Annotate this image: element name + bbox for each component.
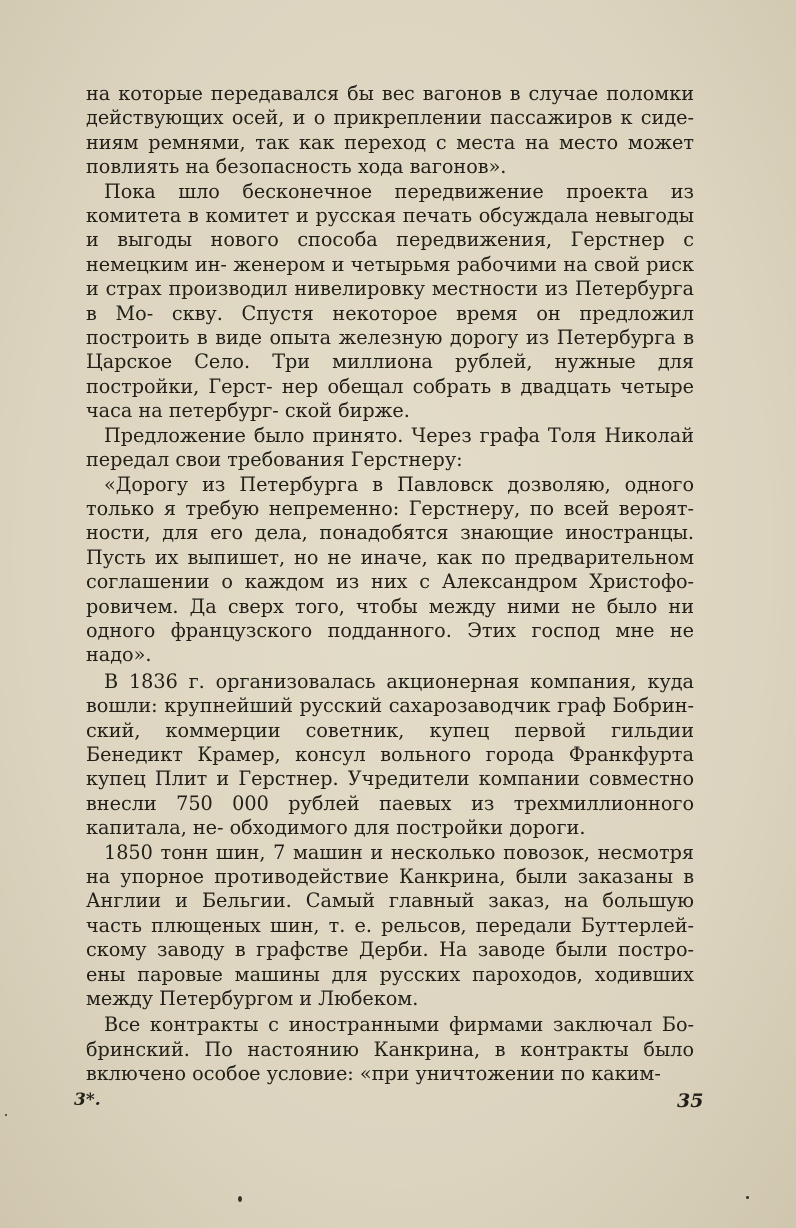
signature-mark: 3*. (74, 1090, 101, 1110)
paragraph-4-quote: «Дорогу из Петербурга в Павловск дозволяю, одного только я требую непременно: Герстнеру, по всей вероят- ности, для его дела, понадобятся знающие иностранцы. Пусть их выпишет, но не иначе, как по предварительном соглашении о каждом из них с Александром Христофо- ровичем. Да сверх того, чтобы между ними не было ни одного французского подданного. Этих господ мне не надо». (86, 472, 694, 667)
paragraph-2: Пока шло бесконечное передвижение проекта из комитета в комитет и русская печать обсуждала невыгоды и выгоды нового способа передвижения, Герстнер с немецким ин- женером и четырьмя рабочими на свой риск и страх производил нивелировку местности из Петербурга в Мо- скву. Спустя некоторое время он предложил построить в виде опыта железную дорогу из Петербурга в Царское Село. Три миллиона рублей, нужные для постройки, Герст- нер обещал собрать в двадцать четыре часа на петербург- ской бирже. (86, 179, 694, 423)
body-text (86, 82, 694, 1087)
ink-speck (238, 1196, 242, 1202)
ink-speck (746, 1196, 749, 1199)
ink-speck (5, 1114, 7, 1116)
paragraph-1: на которые передавался бы вес вагонов в случае поломки действующих осей, и о прикреплении пассажиров к сиде- ниям ремнями, так как переход с места на место может повлиять на безопасность хода вагонов». (86, 82, 694, 179)
paragraph-3: Предложение было принято. Через графа Толя Николай передал свои требования Герстнеру: (86, 423, 694, 472)
paragraph-5: В 1836 г. организовалась акционерная компания, куда вошли: крупнейший русский сахарозаводчик граф Бобрин- ский, коммерции советник, купец первой гильдии Бенедикт Крамер, консул вольного города Франкфурта купец Плит и Герстнер. Учредители компании совместно внесли 750 000 рублей паевых из трехмиллионного капитала, не- обходимого для постройки дороги. (86, 669, 694, 840)
paragraph-7: Все контракты с иностранными фирмами заключал Бо- бринский. По настоянию Канкрина, в контракты было включено особое условие: «при уничтожении по каким- (86, 1013, 694, 1086)
paragraph-6: 1850 тонн шин, 7 машин и несколько повозок, несмотря на упорное противодействие Канкрина, были заказаны в Англии и Бельгии. Самый главный заказ, на большую часть плющеных шин, т. е. рельсов, передали Буттерлей- скому заводу в графстве Дерби. На заводе были постро- ены паровые машины для русских пароходов, ходивших между Петербургом и Любеком. (86, 840, 694, 1011)
page-number: 35 (677, 1090, 704, 1112)
